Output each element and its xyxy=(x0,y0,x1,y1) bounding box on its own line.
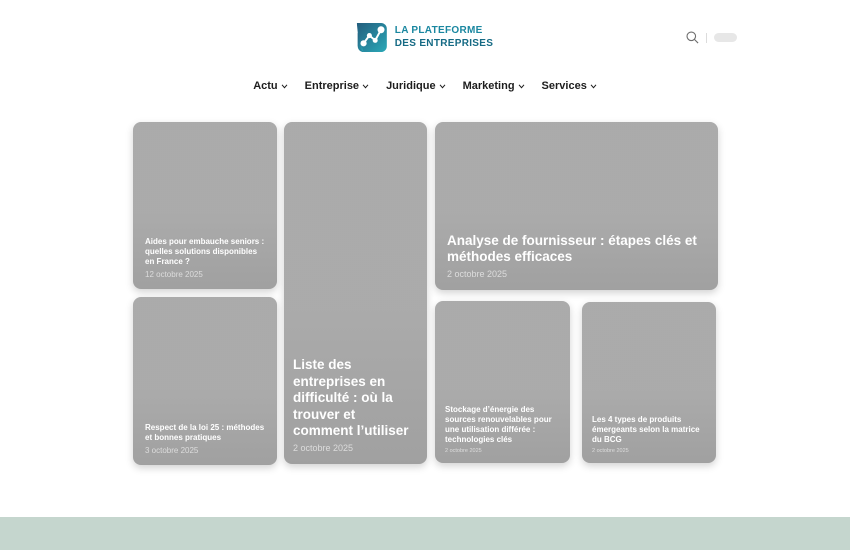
article-card-matrice-bcg[interactable] xyxy=(582,302,716,463)
article-date: 2 octobre 2025 xyxy=(445,448,482,454)
nav-label: Actu xyxy=(253,80,278,92)
logo-text xyxy=(395,25,493,50)
chevron-down-icon xyxy=(362,84,369,89)
article-title: Analyse de fournisseur : étapes clés et méthodes efficaces xyxy=(447,232,697,265)
article-card-aides-embauche[interactable] xyxy=(133,122,277,289)
article-date: 2 octobre 2025 xyxy=(447,269,508,279)
article-card-liste-entreprises[interactable] xyxy=(284,122,427,464)
nav-item-marketing[interactable] xyxy=(463,78,525,94)
nav-label: Marketing xyxy=(462,80,515,92)
article-title: Les 4 types de produits émergeants selon la matrice du BCG xyxy=(592,415,700,444)
nav-label: Services xyxy=(541,80,587,92)
logo-line2: DES ENTREPRISES xyxy=(394,37,494,49)
article-date: 2 octobre 2025 xyxy=(592,448,629,454)
logo-line1: LA PLATEFORME xyxy=(394,25,483,36)
article-title: Respect de la loi 25 : méthodes et bonnes pratiques xyxy=(145,423,265,442)
nav-item-entreprise[interactable] xyxy=(305,78,369,94)
main-nav xyxy=(0,78,850,94)
header xyxy=(0,0,850,70)
logo-network-icon xyxy=(357,22,388,53)
article-card-loi-25[interactable] xyxy=(133,297,277,465)
chevron-down-icon xyxy=(281,84,288,89)
theme-toggle[interactable] xyxy=(714,33,737,42)
chevron-down-icon xyxy=(439,84,446,89)
article-card-stockage-energie[interactable] xyxy=(435,301,570,463)
header-controls xyxy=(686,31,737,44)
chevron-down-icon xyxy=(590,84,597,89)
nav-item-juridique[interactable] xyxy=(386,78,446,94)
site-logo[interactable] xyxy=(357,22,493,53)
chevron-down-icon xyxy=(518,84,525,89)
footer-band xyxy=(0,517,850,550)
nav-label: Juridique xyxy=(386,80,436,92)
nav-item-services[interactable] xyxy=(542,78,597,94)
article-title: Liste des entreprises en difficulté : où la trouver et comment l’utiliser xyxy=(293,357,409,439)
nav-item-actu[interactable] xyxy=(253,78,287,94)
article-date: 3 octobre 2025 xyxy=(145,446,199,455)
article-title: Aides pour embauche seniors : quelles solutions disponibles en France ? xyxy=(145,237,265,266)
nav-label: Entreprise xyxy=(304,80,360,92)
article-date: 2 octobre 2025 xyxy=(293,443,354,453)
article-grid xyxy=(133,122,718,465)
header-divider xyxy=(706,33,707,43)
article-title: Stockage d’énergie des sources renouvelables pour une utilisation différée : technologies clés xyxy=(445,405,552,444)
article-date: 12 octobre 2025 xyxy=(145,270,203,279)
search-icon[interactable] xyxy=(686,31,699,44)
article-card-analyse-fournisseur[interactable] xyxy=(435,122,718,290)
